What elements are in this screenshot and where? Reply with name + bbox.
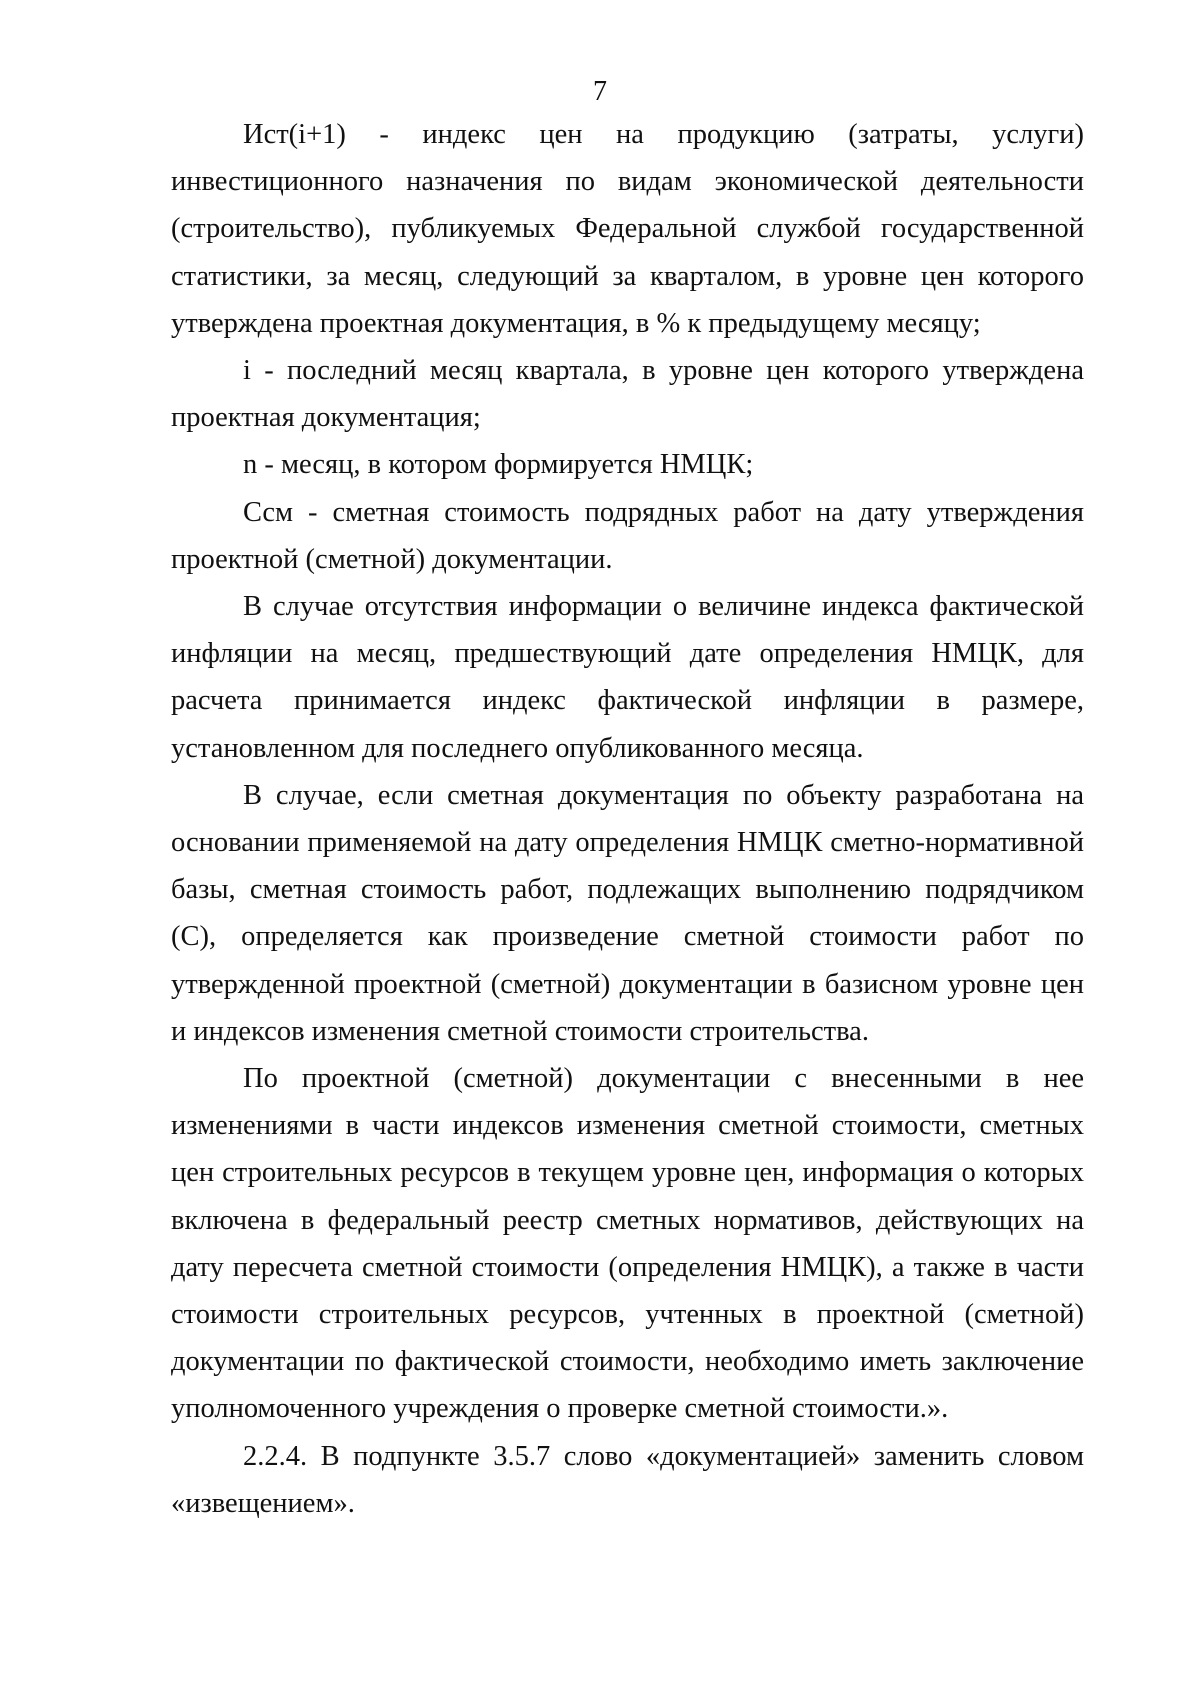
paragraph-n-definition: n - месяц, в котором формируется НМЦК; bbox=[243, 449, 754, 481]
paragraph-index-definition: Ист(i+1) - индекс цен на продукцию (затраты, услуги) инвестиционного назначения по видам экономической деятельности (строительство), публикуемых Федеральной службой государственной статистики, за месяц, следующий за кварталом, в уровне цен которого утверждена проектная документация, в % к предыдущему месяцу; bbox=[171, 119, 1084, 339]
paragraph-inflation-absence: В случае отсутствия информации о величине индекса фактической инфляции на месяц, предшествующий дате определения НМЦК, для расчета принимается индекс фактической инфляции в размере, установленном для последнего опубликованного месяца. bbox=[171, 591, 1084, 764]
paragraph-ccm-definition: Ссм - сметная стоимость подрядных работ на дату утверждения проектной (сметной) документации. bbox=[171, 496, 1084, 575]
document-body bbox=[171, 111, 1084, 1527]
paragraph-estimate-changes: По проектной (сметной) документации с внесенными в нее изменениями в части индексов изменения сметной стоимости, сметных цен строительных ресурсов в текущем уровне цен, информация о которых включена в федеральный реестр сметных нормативов, действующих на дату пересчета сметной стоимости (определения НМЦК), а также в части стоимости строительных ресурсов, учтенных в проектной (сметной) документации по фактической стоимости, необходимо иметь заключение уполномоченного учреждения о проверке сметной стоимости.». bbox=[171, 1063, 1084, 1425]
paragraph-i-definition: i - последний месяц квартала, в уровне цен которого утверждена проектная документация; bbox=[171, 355, 1084, 434]
page-number: 7 bbox=[593, 76, 607, 107]
paragraph-estimate-base: В случае, если сметная документация по объекту разработана на основании применяемой на дату определения НМЦК сметно-нормативной базы, сметная стоимость работ, подлежащих выполнению подрядчиком (С), определяется как произведение сметной стоимости работ по утвержденной проектной (сметной) документации в базисном уровне цен и индексов изменения сметной стоимости строительства. bbox=[171, 779, 1084, 1047]
paragraph-clause-2-2-4: 2.2.4. В подпункте 3.5.7 слово «документацией» заменить словом «извещением». bbox=[171, 1440, 1084, 1519]
